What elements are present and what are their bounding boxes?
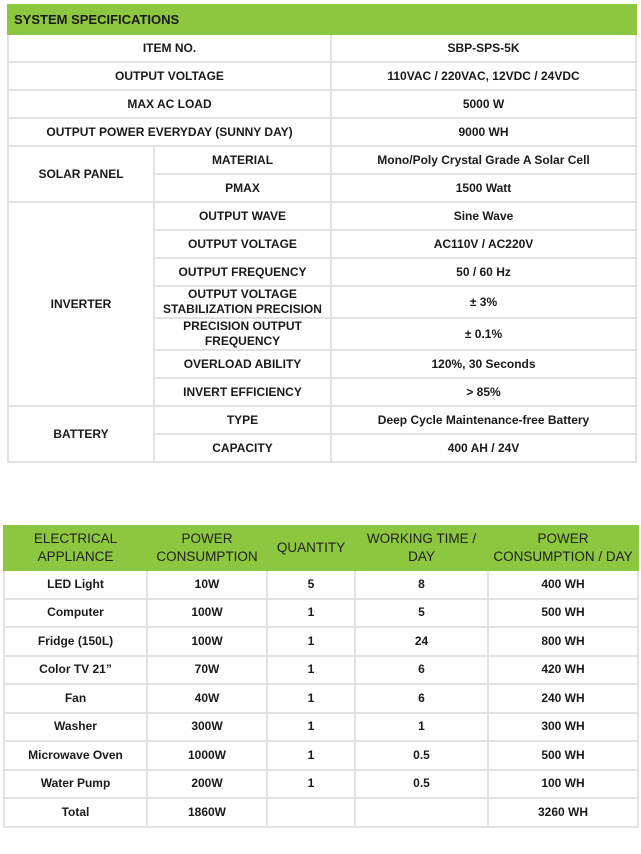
daily-consumption-cell: 3260 WH: [488, 798, 638, 827]
spec-label: OUTPUT FREQUENCY: [154, 258, 331, 286]
appliance-name-cell: Microwave Oven: [4, 741, 147, 770]
quantity-cell: 1: [267, 684, 355, 713]
spec-label: OUTPUT POWER EVERYDAY (SUNNY DAY): [8, 118, 331, 146]
table-row: [4, 570, 638, 599]
spec-group-battery: BATTERY: [8, 406, 154, 462]
spec-value: ± 3%: [331, 286, 636, 318]
daily-consumption-cell: 500 WH: [488, 741, 638, 770]
spec-value: 5000 W: [331, 90, 636, 118]
spec-label: PMAX: [154, 174, 331, 202]
column-header: ELECTRICAL APPLIANCE: [4, 526, 147, 570]
appliance-name-cell: Color TV 21”: [4, 656, 147, 685]
working-time-cell: 6: [355, 684, 488, 713]
spec-label: OUTPUT WAVE: [154, 202, 331, 230]
table-row: [4, 684, 638, 713]
appliance-consumption-table: [3, 525, 639, 828]
quantity-cell: 1: [267, 770, 355, 799]
spec-value: 120%, 30 Seconds: [331, 350, 636, 378]
spec-value: 110VAC / 220VAC, 12VDC / 24VDC: [331, 62, 636, 90]
table-row: [4, 599, 638, 628]
spec-group-solar-panel: SOLAR PANEL: [8, 146, 154, 202]
daily-consumption-cell: 240 WH: [488, 684, 638, 713]
spec-value: Sine Wave: [331, 202, 636, 230]
spec-label: CAPACITY: [154, 434, 331, 462]
total-row: [4, 798, 638, 827]
column-header: POWER CONSUMPTION: [147, 526, 267, 570]
working-time-cell: 5: [355, 599, 488, 628]
daily-consumption-cell: 300 WH: [488, 713, 638, 742]
spec-table-title: SYSTEM SPECIFICATIONS: [8, 5, 636, 34]
working-time-cell: 0.5: [355, 741, 488, 770]
spec-label: PRECISION OUTPUT FREQUENCY: [154, 318, 331, 350]
spec-row: [8, 34, 636, 62]
working-time-cell: 1: [355, 713, 488, 742]
spec-row: [8, 118, 636, 146]
spec-value: 9000 WH: [331, 118, 636, 146]
spec-label: OUTPUT VOLTAGE: [8, 62, 331, 90]
appliance-name-cell: Fridge (150L): [4, 627, 147, 656]
daily-consumption-cell: 420 WH: [488, 656, 638, 685]
power-consumption-cell: 70W: [147, 656, 267, 685]
working-time-cell: 0.5: [355, 770, 488, 799]
daily-consumption-cell: 800 WH: [488, 627, 638, 656]
power-consumption-cell: 100W: [147, 627, 267, 656]
daily-consumption-cell: 400 WH: [488, 570, 638, 599]
daily-consumption-cell: 500 WH: [488, 599, 638, 628]
spec-row: [8, 406, 636, 434]
quantity-cell: 5: [267, 570, 355, 599]
appliance-name-cell: Fan: [4, 684, 147, 713]
spec-value: 1500 Watt: [331, 174, 636, 202]
spec-value: AC110V / AC220V: [331, 230, 636, 258]
table-row: [4, 627, 638, 656]
working-time-cell: 6: [355, 656, 488, 685]
spec-label: MATERIAL: [154, 146, 331, 174]
working-time-cell: 8: [355, 570, 488, 599]
spec-label: TYPE: [154, 406, 331, 434]
quantity-cell: [267, 798, 355, 827]
spec-value: > 85%: [331, 378, 636, 406]
appliance-name-cell: Water Pump: [4, 770, 147, 799]
working-time-cell: 24: [355, 627, 488, 656]
spec-value: 50 / 60 Hz: [331, 258, 636, 286]
spec-row: [8, 146, 636, 174]
working-time-cell: [355, 798, 488, 827]
spec-label: INVERT EFFICIENCY: [154, 378, 331, 406]
table-row: [4, 713, 638, 742]
quantity-cell: 1: [267, 599, 355, 628]
spec-value: ± 0.1%: [331, 318, 636, 350]
power-consumption-cell: 200W: [147, 770, 267, 799]
spec-group-inverter: INVERTER: [8, 202, 154, 406]
spec-label: OUTPUT VOLTAGE STABILIZATION PRECISION: [154, 286, 331, 318]
appliance-name-cell: Computer: [4, 599, 147, 628]
spec-row: [8, 202, 636, 230]
spec-value: Mono/Poly Crystal Grade A Solar Cell: [331, 146, 636, 174]
table-row: [4, 656, 638, 685]
quantity-cell: 1: [267, 656, 355, 685]
spec-row: [8, 90, 636, 118]
system-specifications-table: [7, 4, 637, 463]
quantity-cell: 1: [267, 713, 355, 742]
column-header: POWER CONSUMPTION / DAY: [488, 526, 638, 570]
appliance-name-cell: Total: [4, 798, 147, 827]
table-row: [4, 741, 638, 770]
column-header: QUANTITY: [267, 526, 355, 570]
spec-title-row: [8, 5, 636, 34]
table-row: [4, 770, 638, 799]
spec-row: [8, 62, 636, 90]
appliance-header-row: [4, 526, 638, 570]
power-consumption-cell: 300W: [147, 713, 267, 742]
quantity-cell: 1: [267, 627, 355, 656]
spec-label: ITEM NO.: [8, 34, 331, 62]
spec-value: SBP-SPS-5K: [331, 34, 636, 62]
power-consumption-cell: 100W: [147, 599, 267, 628]
power-consumption-cell: 40W: [147, 684, 267, 713]
power-consumption-cell: 10W: [147, 570, 267, 599]
appliance-name-cell: Washer: [4, 713, 147, 742]
spec-value: 400 AH / 24V: [331, 434, 636, 462]
spec-label: MAX AC LOAD: [8, 90, 331, 118]
column-header: WORKING TIME / DAY: [355, 526, 488, 570]
power-consumption-cell: 1860W: [147, 798, 267, 827]
spec-value: Deep Cycle Maintenance-free Battery: [331, 406, 636, 434]
spec-label: OVERLOAD ABILITY: [154, 350, 331, 378]
daily-consumption-cell: 100 WH: [488, 770, 638, 799]
quantity-cell: 1: [267, 741, 355, 770]
power-consumption-cell: 1000W: [147, 741, 267, 770]
spec-label: OUTPUT VOLTAGE: [154, 230, 331, 258]
appliance-name-cell: LED Light: [4, 570, 147, 599]
